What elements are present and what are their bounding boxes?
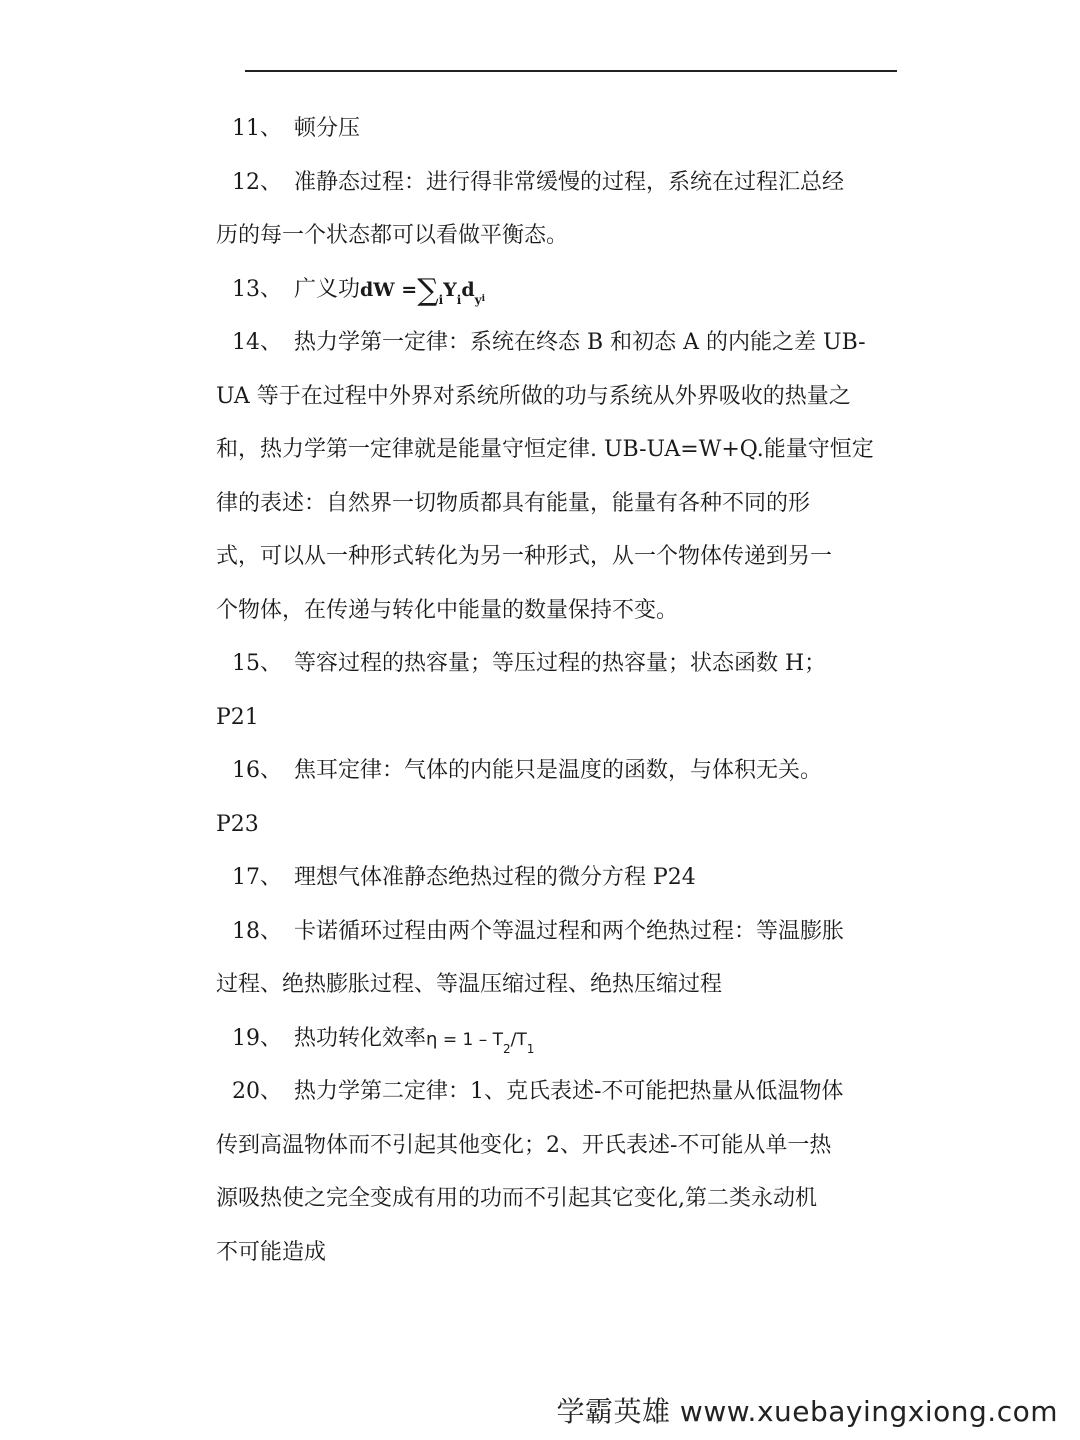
item-text: 传到高温物体而不引起其他变化；2、开氏表述-不可能从单一热 — [216, 1132, 832, 1158]
item-number: 14、 — [232, 330, 282, 355]
item-text: P23 — [216, 811, 259, 837]
header-rule — [245, 70, 897, 72]
item-14-cont — [216, 530, 896, 584]
item-14 — [216, 316, 896, 370]
item-15 — [216, 637, 896, 691]
item-20 — [216, 1065, 896, 1119]
item-text: 卡诺循环过程由两个等温过程和两个绝热过程：等温膨胀 — [294, 918, 845, 944]
item-20-cont — [216, 1172, 896, 1226]
item-number: 13、 — [232, 276, 282, 302]
document-body — [216, 102, 896, 1279]
item-18 — [216, 905, 896, 959]
item-text: P21 — [216, 704, 259, 730]
item-14-cont — [216, 423, 896, 477]
item-text: 个物体，在传递与转化中能量的数量保持不变。 — [216, 597, 679, 623]
item-16-cont — [216, 798, 896, 852]
item-number: 18、 — [232, 918, 282, 944]
item-text: 热力学第二定律：1、克氏表述-不可能把热量从低温物体 — [294, 1079, 844, 1104]
item-text: 热力学第一定律：系统在终态 B 和初态 A 的内能之差 UB- — [294, 330, 866, 355]
item-text: 顿分压 — [294, 116, 361, 141]
footer-brand: 学霸英雄 — [556, 1395, 671, 1428]
item-text: 焦耳定律：气体的内能只是温度的函数，与体积无关。 — [294, 758, 823, 783]
efficiency-formula: $\eta = 1 - T_2/T_1$ — [426, 1028, 535, 1056]
item-20-cont — [216, 1226, 896, 1280]
item-17 — [216, 851, 896, 905]
item-number: 19、 — [232, 1025, 282, 1051]
item-13 — [216, 263, 896, 317]
item-text: 律的表述：自然界一切物质都具有能量，能量有各种不同的形 — [216, 490, 811, 516]
footer-url: www.xuebayingxiong.com — [679, 1395, 1058, 1428]
item-11 — [216, 102, 896, 156]
item-text: 广义功 — [294, 276, 361, 302]
item-number: 11、 — [232, 116, 282, 141]
item-text: 等容过程的热容量；等压过程的热容量；状态函数 H； — [294, 651, 827, 676]
item-text: 式，可以从一种形式转化为另一种形式，从一个物体传递到另一 — [216, 544, 833, 569]
item-18-cont — [216, 958, 896, 1012]
item-14-cont — [216, 370, 896, 424]
item-text: 热功转化效率 — [294, 1025, 427, 1051]
item-text: 理想气体准静态绝热过程的微分方程 P24 — [294, 865, 696, 890]
item-text: 源吸热使之完全变成有用的功而不引起其它变化,第二类永动机 — [216, 1186, 817, 1211]
item-number: 17、 — [232, 865, 282, 890]
item-14-cont — [216, 477, 896, 531]
item-number: 16、 — [232, 758, 282, 783]
item-text: 准静态过程：进行得非常缓慢的过程，系统在过程汇总经 — [294, 169, 845, 195]
item-text: 历的每一个状态都可以看做平衡态。 — [216, 223, 569, 248]
item-16 — [216, 744, 896, 798]
item-12-cont — [216, 209, 896, 263]
item-text: 和，热力学第一定律就是能量守恒定律. UB-UA=W+Q.能量守恒定 — [216, 437, 874, 462]
item-15-cont — [216, 691, 896, 745]
item-text: 过程、绝热膨胀过程、等温压缩过程、绝热压缩过程 — [216, 972, 723, 997]
item-20-cont — [216, 1119, 896, 1173]
item-19 — [216, 1012, 896, 1066]
item-number: 15、 — [232, 651, 282, 676]
item-14-cont — [216, 584, 896, 638]
generalized-work-formula: dW $=\sum_iY_id_{yi}$ — [360, 272, 486, 308]
item-text: 不可能造成 — [216, 1239, 327, 1265]
item-number: 20、 — [232, 1079, 282, 1104]
footer-watermark — [557, 1390, 1059, 1430]
item-12 — [216, 156, 896, 210]
item-number: 12、 — [232, 169, 282, 195]
item-text: UA 等于在过程中外界对系统所做的功与系统从外界吸收的热量之 — [216, 383, 851, 409]
